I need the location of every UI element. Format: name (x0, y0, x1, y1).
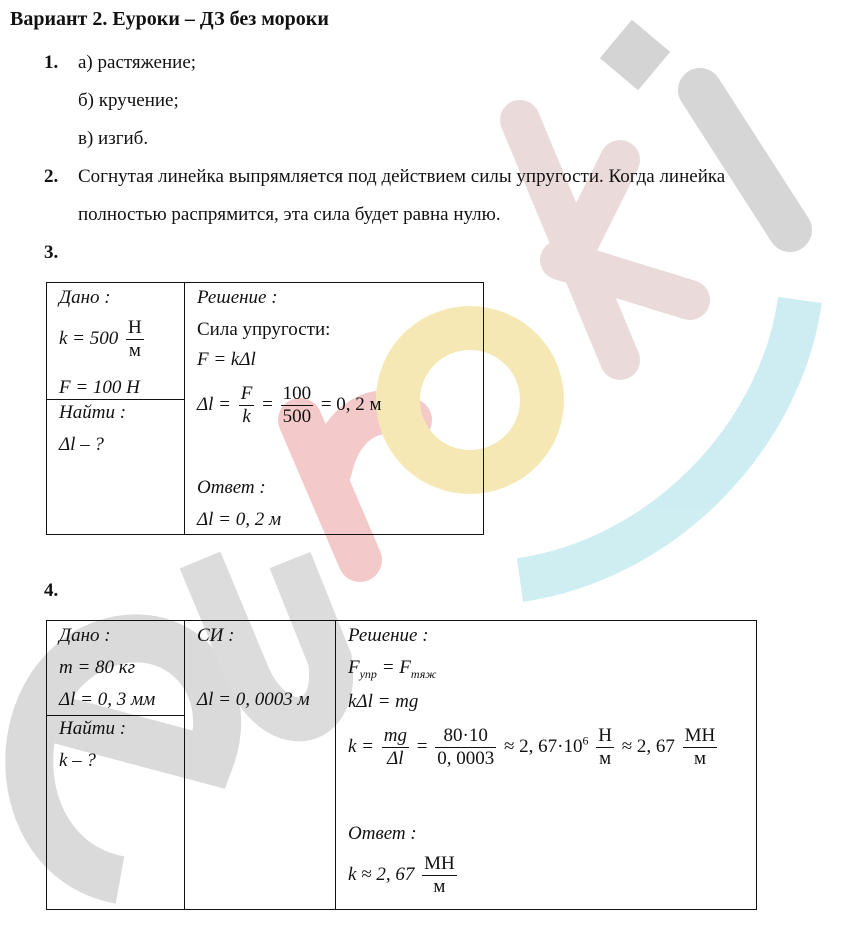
task3-find-cell (47, 400, 185, 535)
task4-line1: $F_{упр} = F_{тяж}$ (348, 657, 437, 681)
task4-calculation: k = $\frac{mg}{\Delta l}$ = $\frac{80\cdot 10}{0, 0003}$ ≈ 2, $67\cdot 10^6$ $\frac{Н}{м}$ ≈ 2, 67 $\frac{МН}{м}$ (348, 725, 716, 769)
task3-find-label: Найти : (59, 402, 127, 423)
task3-answer-label: Ответ : (197, 477, 266, 498)
task4-number: 4. (44, 580, 59, 601)
task3-solution-cell (185, 283, 484, 535)
page-title: Вариант 2. Еуроки – ДЗ без мороки (10, 8, 329, 30)
task4-solution-cell (336, 621, 757, 910)
task4-si-label: СИ : (197, 625, 235, 646)
task2-line-2: полностью распрямится, эта сила будет равна нулю. (78, 204, 501, 225)
task2-line-1: Согнутая линейка выпрямляется под действием силы упругости. Когда линейка (78, 166, 726, 187)
task2-number: 2. (44, 166, 59, 187)
task4-solution-label: Решение : (348, 625, 429, 646)
task4-given-m: m = 80 кг (59, 657, 136, 678)
task1-item-a: а) растяжение; (78, 52, 197, 73)
task3-given-cell (47, 283, 185, 400)
task4-given-cell (47, 621, 185, 716)
task3-table (46, 282, 484, 535)
task3-calculation: Δl = $\frac{F}{k}$ = $\frac{100}{500}$ = 0, 2 м (197, 383, 382, 427)
task3-k-unit: $\frac{Н}{м}$ (128, 317, 142, 361)
task3-solution-label: Решение : (197, 287, 278, 308)
task4-line2: kΔl = mg (348, 691, 419, 712)
task3-number: 3. (44, 242, 59, 263)
task3-given-label: Дано : (59, 287, 111, 308)
task4-given-label: Дано : (59, 625, 111, 646)
task1-number: 1. (44, 52, 59, 73)
task3-solution-heading: Сила упругости: (197, 319, 331, 340)
task4-answer-label: Ответ : (348, 823, 417, 844)
task1-item-c: в) изгиб. (78, 128, 149, 149)
task3-formula: F = kΔl (197, 349, 256, 370)
task4-si-value: Δl = 0, 0003 м (197, 689, 310, 710)
task4-table (46, 620, 757, 910)
task3-answer: Δl = 0, 2 м (197, 509, 282, 530)
task4-find-cell (47, 716, 185, 910)
task4-find-label: Найти : (59, 718, 127, 740)
task4-si-cell (185, 621, 336, 910)
task3-given-k: k = 500 $\frac{Н}{м}$ (59, 317, 142, 361)
task4-given-dl: Δl = 0, 3 мм (59, 689, 156, 710)
task4-find: k – ? (59, 750, 96, 772)
task3-given-F: F = 100 Н (59, 377, 140, 398)
task4-answer: k ≈ 2, 67 $\frac{МН}{м}$ (348, 853, 455, 897)
task3-find: Δl – ? (59, 434, 104, 455)
task1-item-b: б) кручение; (78, 90, 179, 111)
